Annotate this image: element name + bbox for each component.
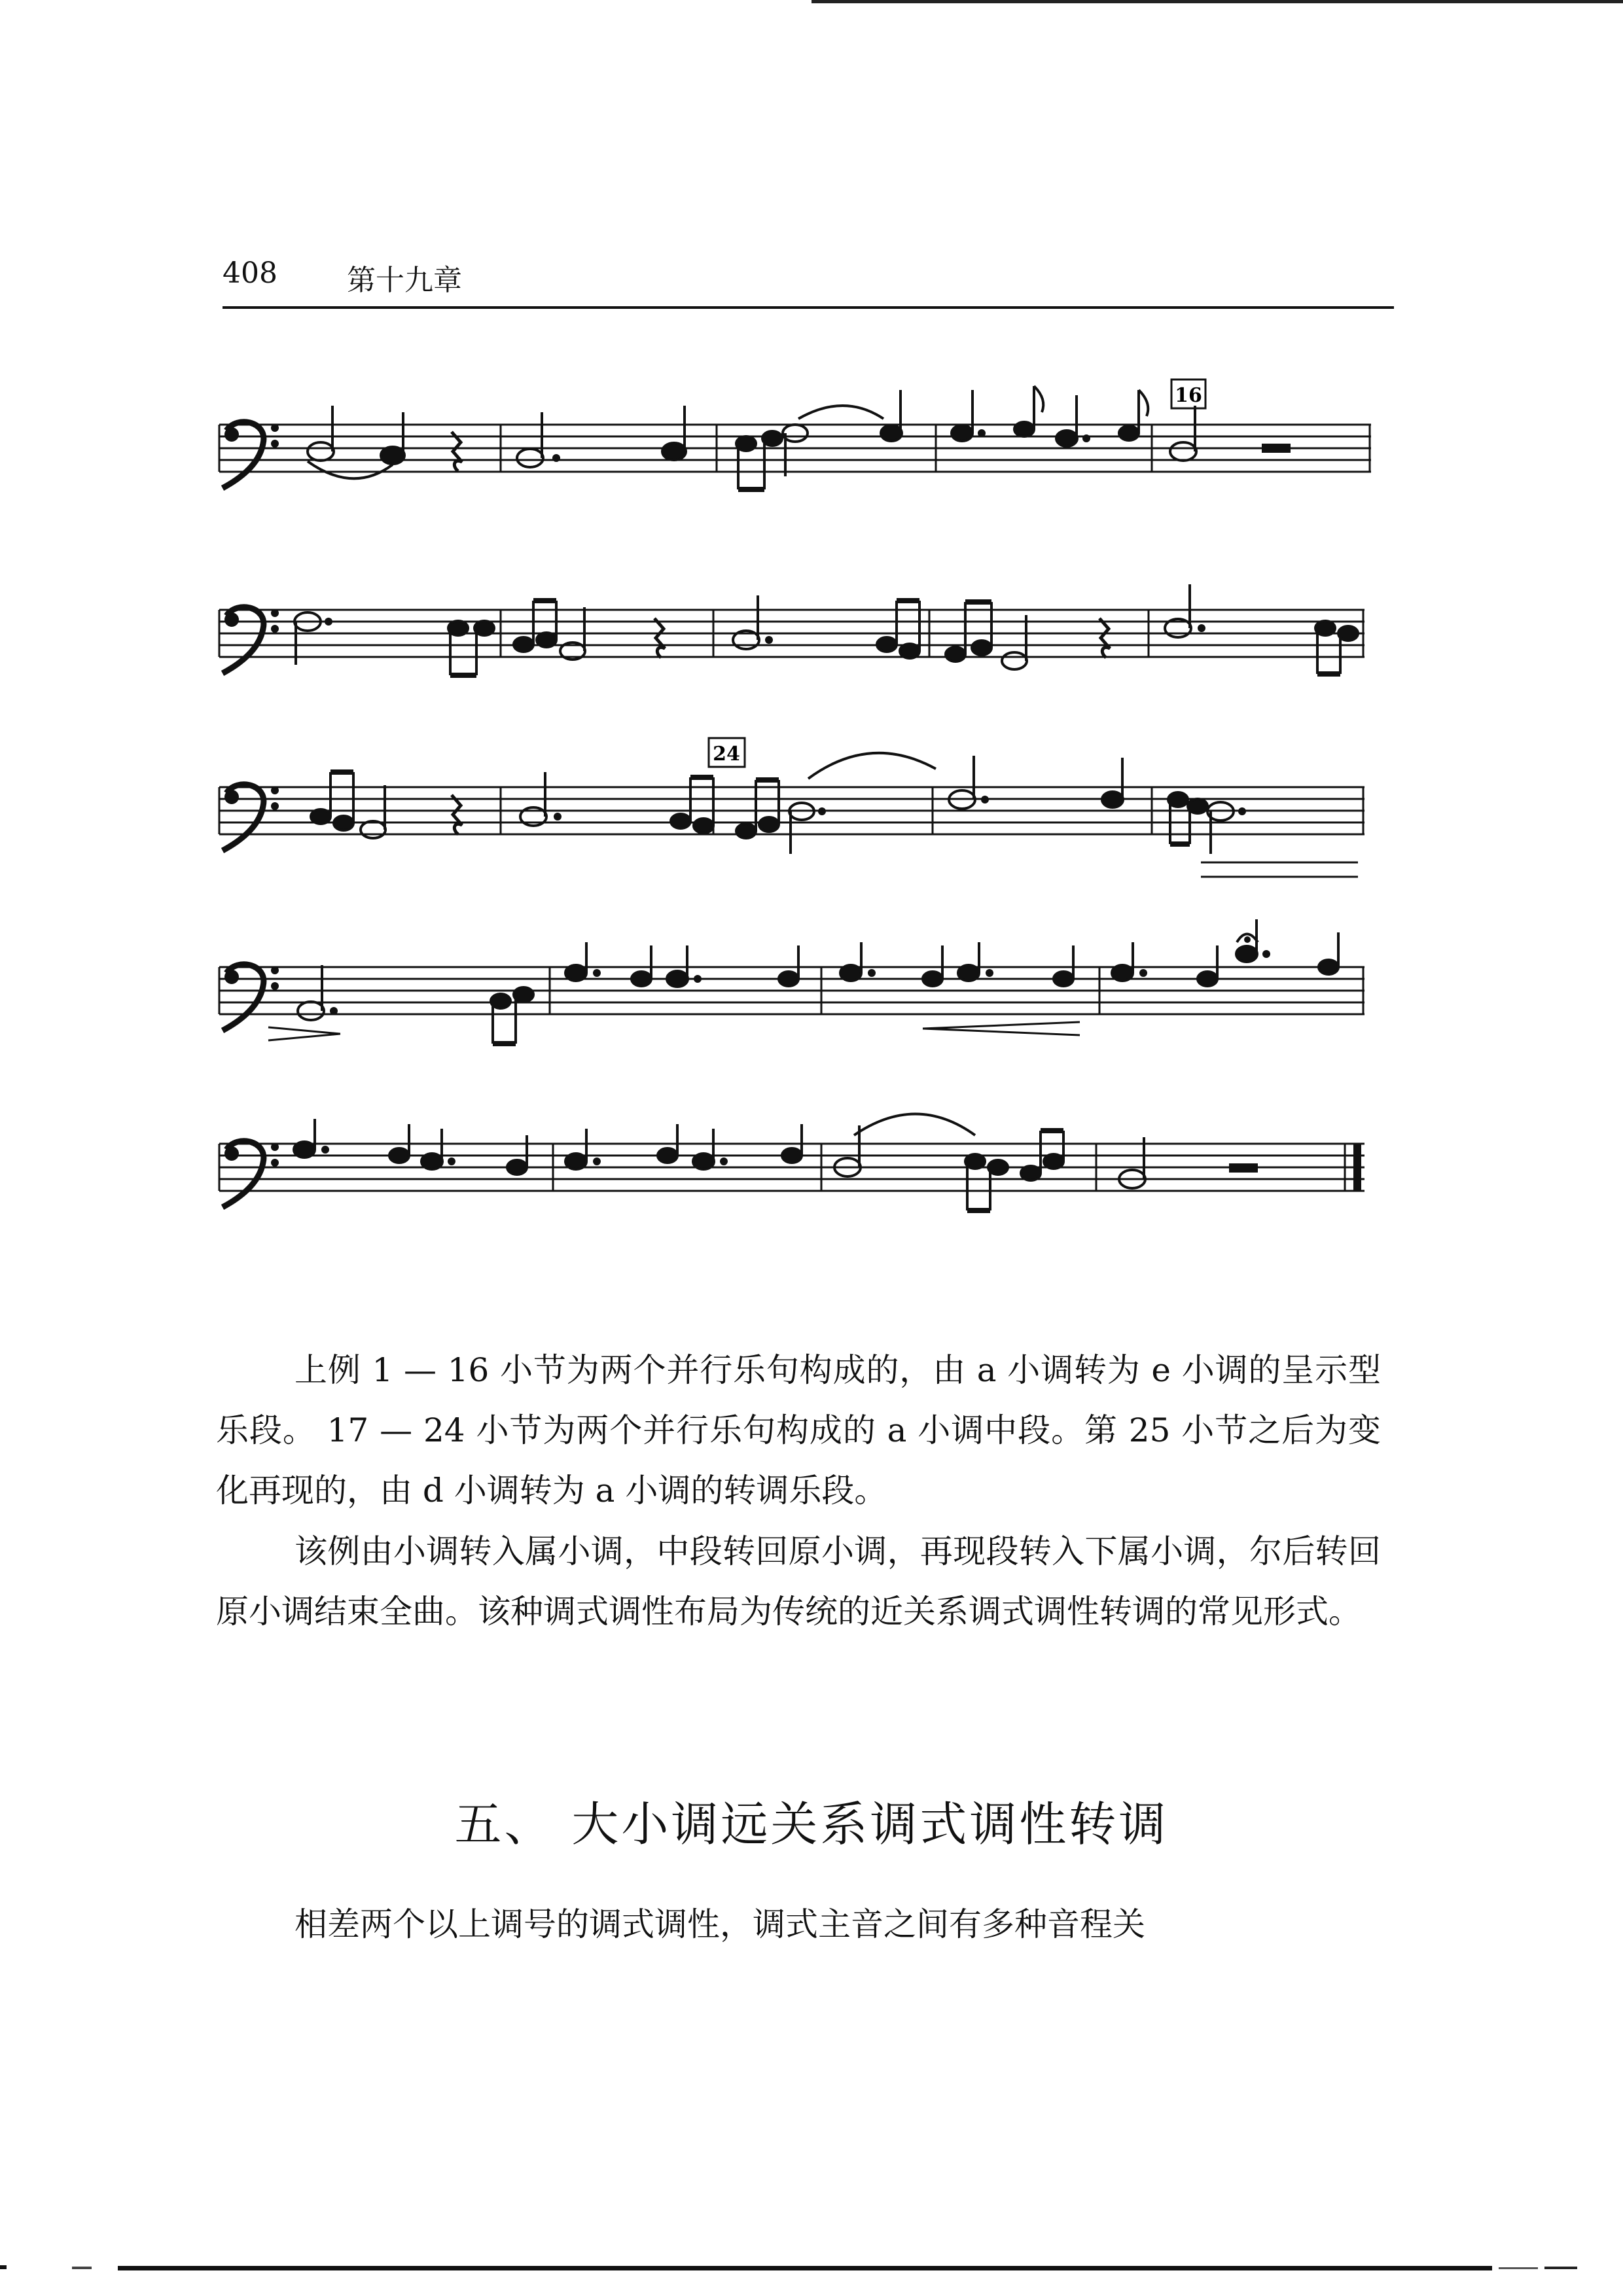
- chapter-title: 第十九章: [347, 264, 462, 297]
- body-paragraph-2: 该例由小调转入属小调，中段转回原小调，再现段转入下属小调，尔后转回原小调结束全曲。该种调式调性布局为传统的近关系调式调性转调的常见形式。: [216, 1532, 1381, 1631]
- notes-m5: [1170, 406, 1289, 461]
- staff-system-3: [219, 753, 1364, 877]
- section-paragraph: 相差两个以上调号的调式调性，调式主音之间有多种音程关: [294, 1905, 1145, 1943]
- section-heading: 五、 大小调远关系调式调性转调: [454, 1797, 1169, 1852]
- rehearsal-mark-16: [1171, 380, 1205, 408]
- bottom-scan-line: [0, 2264, 1623, 2273]
- body-paragraph-1: 上例 1 — 16 小节为两个并行乐句构成的，由 a 小调转为 e 小调的呈示型乐段。 17 — 24 小节为两个并行乐句构成的 a 小调中段。第 25 小节之后为变化再现的，由 d 小调转为 a 小调的转调乐段。: [216, 1351, 1381, 1510]
- staff-system-4: [219, 919, 1364, 1044]
- rehearsal-mark-24: [709, 738, 745, 767]
- staff-system-2: [219, 584, 1364, 675]
- notes-m1: [308, 406, 462, 478]
- notes-m3: [736, 390, 902, 489]
- page-number: 408: [223, 256, 277, 290]
- rehearsal-mark-24-label: 24: [713, 743, 740, 766]
- rehearsal-mark-16-label: 16: [1175, 384, 1202, 407]
- staff-system-5: [219, 1114, 1364, 1211]
